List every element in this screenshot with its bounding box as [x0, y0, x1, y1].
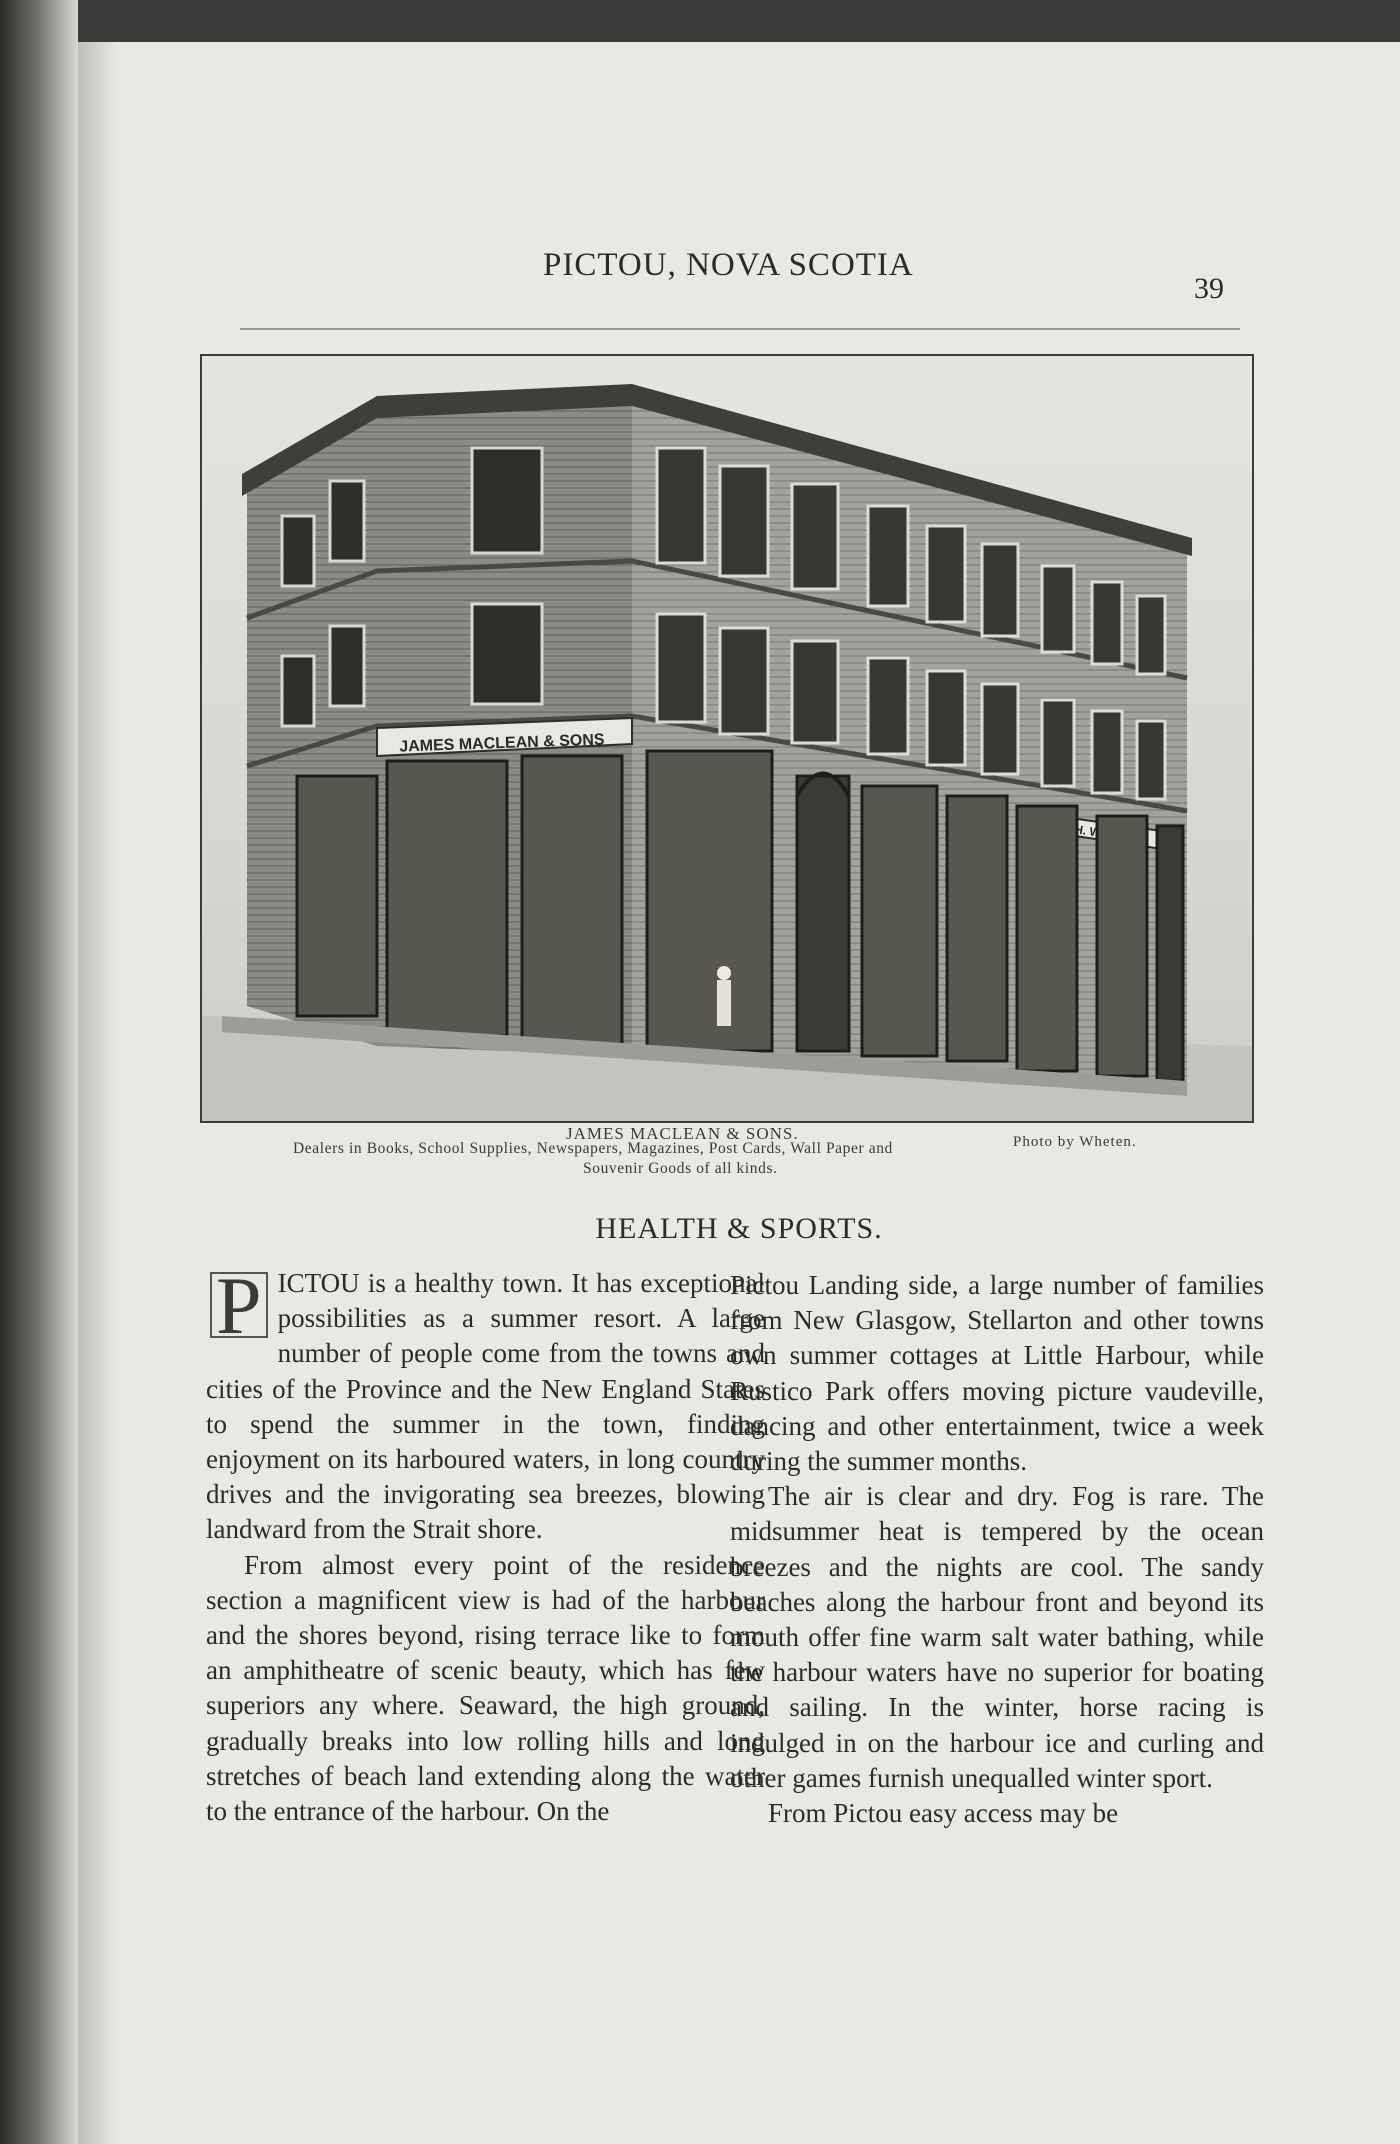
text-column-left [206, 1260, 765, 1829]
page-number: 39 [1194, 272, 1224, 305]
paragraph-text: ICTOU is a healthy town. It has exceptional possibilities as a summer resort. A large number of people come from the towns and cities of the Province and the New England States to spend the summer in the town, finding enjoyment on its harboured waters, in long country drives and the invigorating sea breezes, blowing landward from the Strait shore. [206, 1268, 765, 1545]
photo-credit: Photo by Wheten. [1013, 1134, 1137, 1150]
paragraph: From almost every point of the residence section a magnificent view is had of the harbour and the shores beyond, rising terrace like to form an amphitheatre of scenic beauty, which has few superiors any where. Seaward, the high ground, gradually breaks into low rolling hills and long stretches of beach land extending along the water to the entrance of the harbour. On the [206, 1549, 765, 1827]
paragraph: Pictou Landing side, a large number of families from New Glasgow, Stellarton and other towns own summer cottages at Little Harbour, while Rustico Park offers moving picture vaudeville, dancing and other entertainment, twice a week during the summer months. [730, 1270, 1264, 1477]
book-gutter [0, 0, 78, 2144]
building-photograph [200, 354, 1254, 1123]
paragraph: The air is clear and dry. Fog is rare. The midsummer heat is tempered by the ocean breezes and the nights are cool. The sandy beaches along the harbour front and beyond its mouth offer fine warm salt water bathing, while the harbour waters have no superior for boating and sailing. In the winter, horse racing is indulged in on the harbour ice and curling and other games furnish unequalled winter sport. [730, 1481, 1264, 1793]
wisener-sign-text: H. [1073, 822, 1088, 838]
header-rule [240, 328, 1240, 330]
caption-line-1: Dealers in Books, School Supplies, Newspapers, Magazines, Post Cards, Wall Paper and [293, 1140, 893, 1157]
running-title: PICTOU, NOVA SCOTIA [543, 247, 914, 283]
section-heading: HEALTH & SPORTS. [595, 1212, 883, 1245]
caption-line-2: Souvenir Goods of all kinds. [583, 1160, 778, 1177]
paragraph [206, 1260, 765, 1548]
text-column-right [730, 1268, 1264, 1831]
drop-cap: P [210, 1272, 268, 1338]
page-shadow [78, 42, 118, 2144]
book-page [78, 42, 1400, 2144]
building-illustration [202, 356, 1252, 1121]
caption-title: JAMES MACLEAN & SONS. [566, 1124, 799, 1143]
store-sign-text: JAMES MACLEAN & SONS [398, 731, 605, 756]
paragraph: From Pictou easy access may be [768, 1798, 1119, 1829]
